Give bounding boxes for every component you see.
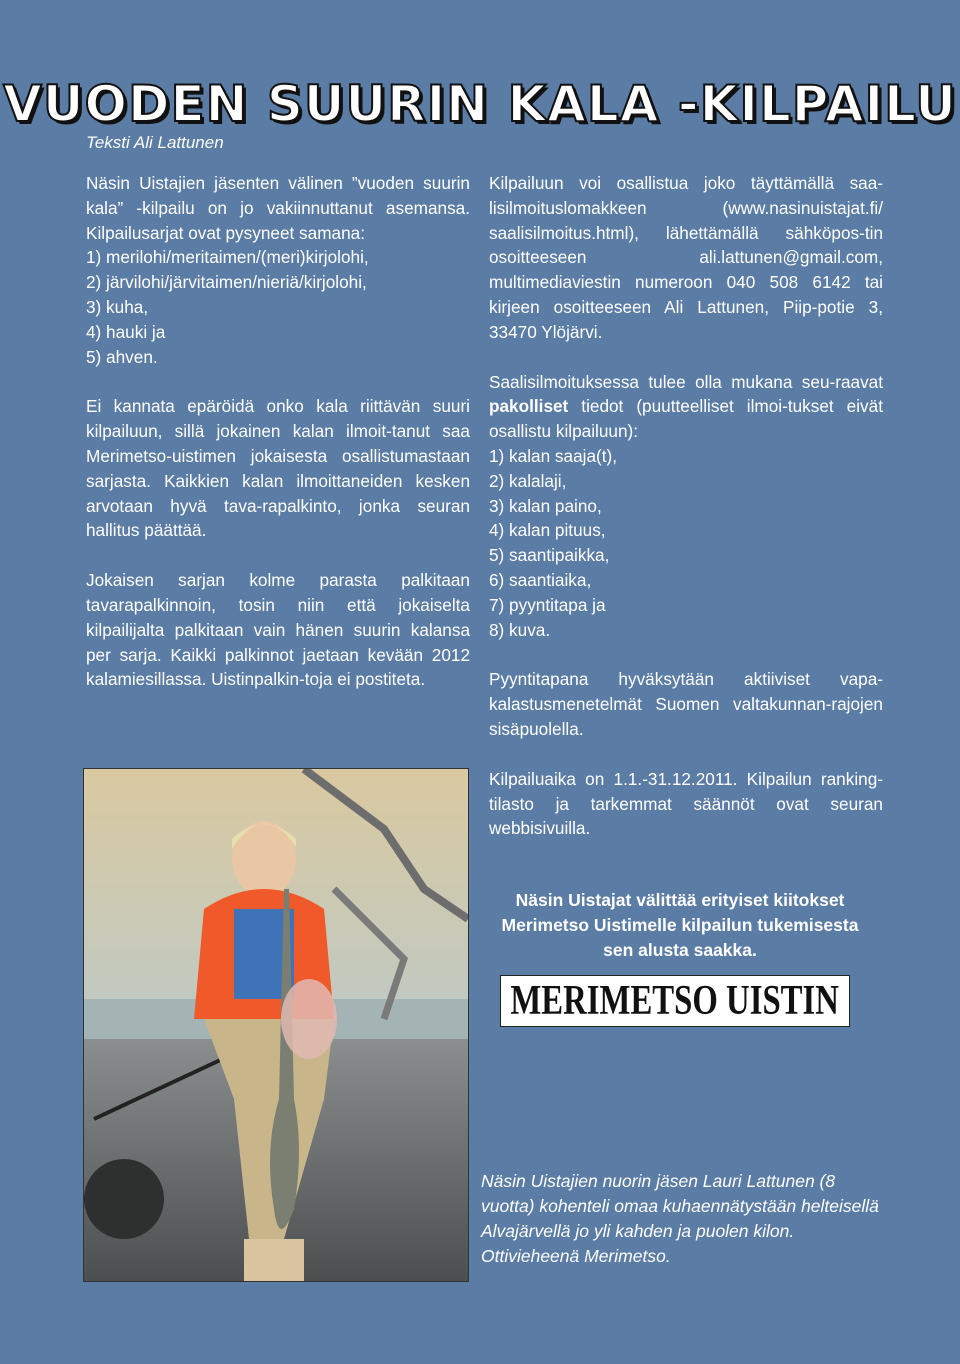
category-item: 4) hauki ja	[86, 321, 166, 342]
category-item: 5) ahven.	[86, 346, 158, 367]
left-column	[86, 171, 470, 717]
category-item: 1) merilohi/meritaimen/(meri)kirjolohi,	[86, 247, 369, 268]
entry-paragraph: Kilpailuun voi osallistua joko täyttämällä saa-lisilmoituslomakkeen (www.nasinuistajat.fi/ saalisilmoitus.html), lähettämällä sähköpos-tin osoitteeseen ali.lattunen@gmail.com, multimediaviestin numeroon 040 508 6142 tai kirjeen osoitteeseen Ali Lattunen, Piip-potie 3, 33470 Ylöjärvi.	[489, 173, 883, 342]
requirements-paragraph	[489, 370, 883, 643]
right-column	[489, 171, 883, 866]
sponsor-thanks: Näsin Uistajat välittää erityiset kiitokset Merimetso Uistimelle kilpailun tukemisesta sen alusta saakka.	[501, 890, 859, 960]
requirement-item: 8) kuva.	[489, 619, 551, 640]
period-paragraph: Kilpailuaika on 1.1.-31.12.2011. Kilpailun ranking-tilasto ja tarkemmat säännöt ovat seuran webbisivuilla.	[489, 768, 883, 839]
intro-paragraph	[86, 171, 470, 369]
method-paragraph: Pyyntitapana hyväksytään aktiiviset vapa-kalastusmenetelmät Suomen valtakunnan-rajojen sisäpuolella.	[489, 669, 883, 739]
requirement-item: 6) saantiaika,	[489, 569, 592, 590]
awards-paragraph: Jokaisen sarjan kolme parasta palkitaan tavarapalkinnoin, tosin niin että jokaiselta kilpailijalta palkitaan vain hänen suurin kalansa per sarja. Kaikki palkinnot jaetaan kevään 2012 kalamiesillassa. Uistinpalkin-toja ei postiteta.	[86, 570, 470, 690]
requirement-item: 3) kalan paino,	[489, 495, 602, 516]
photo-image	[84, 769, 468, 1281]
requirements-intro-end: tiedot (puutteelliset ilmoi-tukset eivät osallistu kilpailuun):	[489, 396, 883, 442]
requirement-item: 4) kalan pituus,	[489, 520, 606, 541]
sponsor-logo	[500, 975, 850, 1027]
requirement-item: 7) pyyntitapa ja	[489, 594, 606, 615]
intro-text: Näsin Uistajien jäsenten välinen ”vuoden suurin kala” -kilpailu on jo vakiinnuttanut asemansa. Kilpailusarjat ovat pysyneet samana:	[86, 173, 470, 243]
requirements-intro: Saalisilmoituksessa tulee olla mukana seu-raavat	[489, 371, 883, 392]
category-item: 2) järvilohi/järvitaimen/nieriä/kirjolohi,	[86, 272, 367, 293]
page-title: VUODEN SUURIN KALA -KILPAILU	[3, 75, 957, 133]
requirement-item: 1) kalan saaja(t),	[489, 445, 618, 466]
prize-paragraph: Ei kannata epäröidä onko kala riittävän suuri kilpailuun, sillä jokainen kalan ilmoit-tanut saa Merimetso-uistimen jokaisesta osallistumastaan sarjasta. Kaikkien kalan ilmoittaneiden kesken arvotaan hyvä tava-rapalkinto, jonka seuran hallitus päättää.	[86, 396, 470, 541]
sponsor-logo-text: MERIMETSO UISTIN	[510, 978, 840, 1024]
author-byline: Teksti Ali Lattunen	[86, 133, 224, 152]
category-item: 3) kuha,	[86, 296, 149, 317]
requirement-item: 5) saantipaikka,	[489, 545, 610, 566]
requirements-emphasis: pakolliset	[489, 396, 569, 417]
requirement-item: 2) kalalaji,	[489, 470, 567, 491]
photo-caption: Näsin Uistajien nuorin jäsen Lauri Lattunen (8 vuotta) kohenteli omaa kuhaennätystään helteisellä Alvajärvellä jo yli kahden ja puolen kilon. Ottivieheenä Merimetso.	[481, 1171, 879, 1266]
photo-boy-with-fish	[83, 768, 469, 1282]
